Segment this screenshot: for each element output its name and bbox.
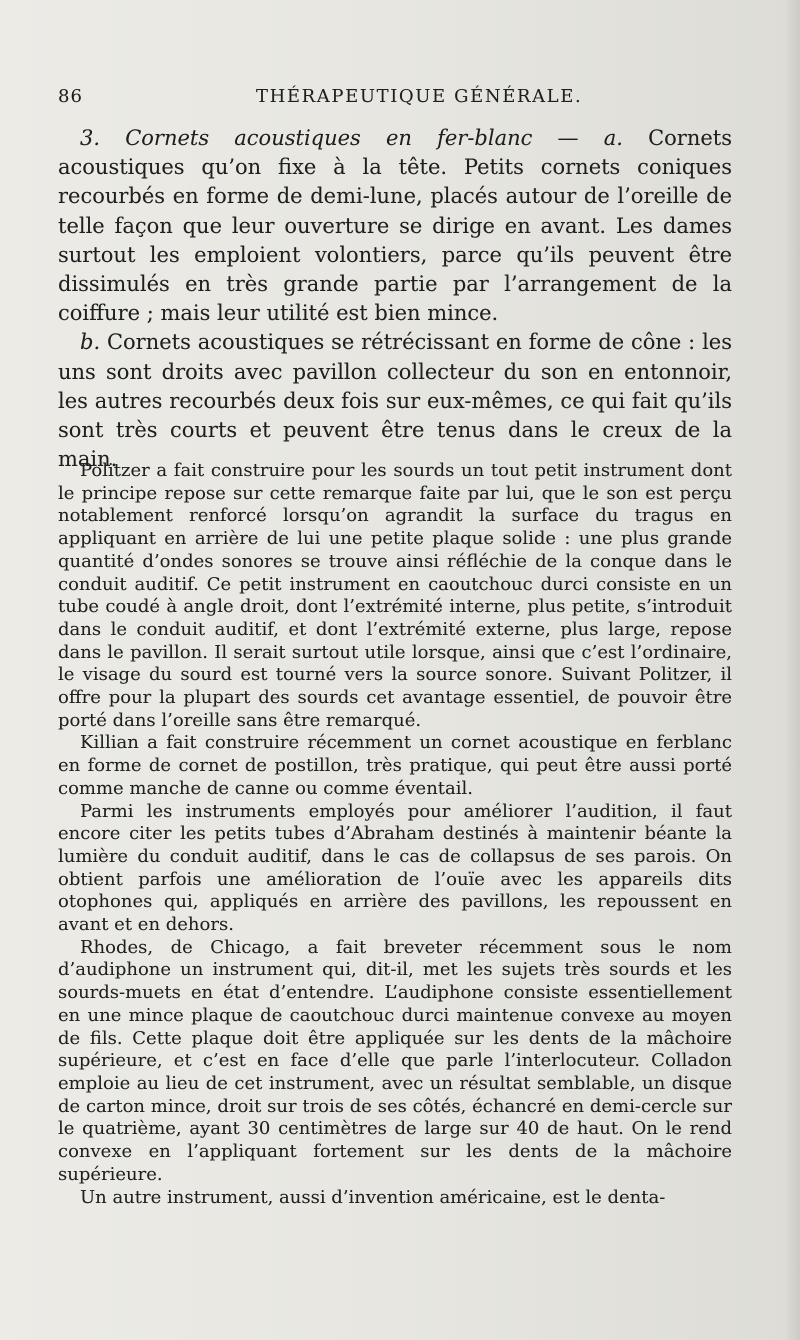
- part-b-text: Cornets acoustiques se rétrécissant en forme de cône : les uns sont droits avec pavillon collecteur du son en entonnoir, les autres recourbés deux fois sur eux-mêmes, ce qui fait qu’ils sont très courts et peuvent être tenus dans le creux de la main.: [58, 330, 732, 472]
- section-small-type: [58, 460, 732, 1209]
- item-number: 3.: [80, 126, 101, 150]
- part-a-text: Cornets acoustiques qu’on fixe à la tête. Petits cornets coniques recourbés en forme de demi-lune, placés autour de l’oreille de telle façon que leur ouverture se dirige en avant. Les dames surtout les emploient volontiers, parce qu’ils peuvent être dissimulés en très grande partie par l’arrangement de la coiffure ; mais leur utilité est bien mince.: [58, 126, 732, 326]
- dash-separator: —: [532, 126, 604, 150]
- section-large-type: [58, 124, 732, 474]
- section-subtitle: Cornets acoustiques en fer-blanc: [125, 126, 533, 150]
- page-number: 86: [58, 86, 83, 107]
- paragraph-part-b: [58, 328, 732, 474]
- paragraph-autre: Un autre instrument, aussi d’invention américaine, est le denta-: [80, 1186, 666, 1208]
- paragraph-killian: Killian a fait construire récemment un cornet acoustique en ferblanc en forme de cornet de postillon, très pratique, qui peut être aussi porté comme manche de canne ou comme éventail.: [58, 732, 732, 799]
- paragraph-part-a: [58, 124, 732, 328]
- paragraph-rhodes: Rhodes, de Chicago, a fait breveter récemment sous le nom d’audiphone un instrument qui, dit-il, met les sujets très sourds et les sourds-muets en état d’entendre. L’audiphone consiste essentiellement en une mince plaque de caoutchouc durci maintenue convexe au moyen de fils. Cette plaque doit être appliquée sur les dents de la mâchoire supérieure, et c’est en face d’elle que parle l’interlocuteur. Colladon emploie au lieu de cet instrument, avec un résultat semblable, un disque de carton mince, droit sur trois de ses côtés, échancré en demi-cercle sur le quatrième, ayant 30 centimètres de large sur 40 de haut. On le rend convexe en l’appliquant fortement sur les dents de la mâchoire supérieure.: [58, 936, 732, 1185]
- running-header: [58, 86, 738, 110]
- page-edge-shadow: [784, 0, 800, 1340]
- paragraph-politzer: Politzer a fait construire pour les sourds un tout petit instrument dont le principe repose sur cette remarque faite par lui, que le son est perçu notablement renforcé lorsqu’on agrandit la surface du tragus en appliquant en arrière de lui une petite plaque solide : une plus grande quantité d’ondes sonores se trouve ainsi réfléchie de la conque dans le conduit auditif. Ce petit instrument en caoutchouc durci consiste en un tube coudé à angle droit, dont l’extrémité interne, plus petite, s’introduit dans le conduit auditif, et dont l’extrémité externe, plus large, repose dans le pavillon. Il serait surtout utile lorsque, ainsi que c’est l’ordinaire, le visage du sourd est tourné vers la source sonore. Suivant Politzer, il offre pour la plupart des sourds cet avantage essentiel, de pouvoir être porté dans l’oreille sans être remarqué.: [58, 460, 732, 731]
- running-title: THÉRAPEUTIQUE GÉNÉRALE.: [256, 86, 583, 107]
- part-a-label: a.: [603, 126, 623, 150]
- part-b-label: b.: [80, 330, 101, 355]
- paragraph-parmi: Parmi les instruments employés pour améliorer l’audition, il faut encore citer les petits tubes d’Abraham destinés à maintenir béante la lumière du conduit auditif, dans le cas de collapsus de ses parois. On obtient parfois une amélioration de l’ouïe avec les appareils dits otophones qui, appliqués en arrière des pavillons, les repoussent en avant et en dehors.: [58, 800, 732, 936]
